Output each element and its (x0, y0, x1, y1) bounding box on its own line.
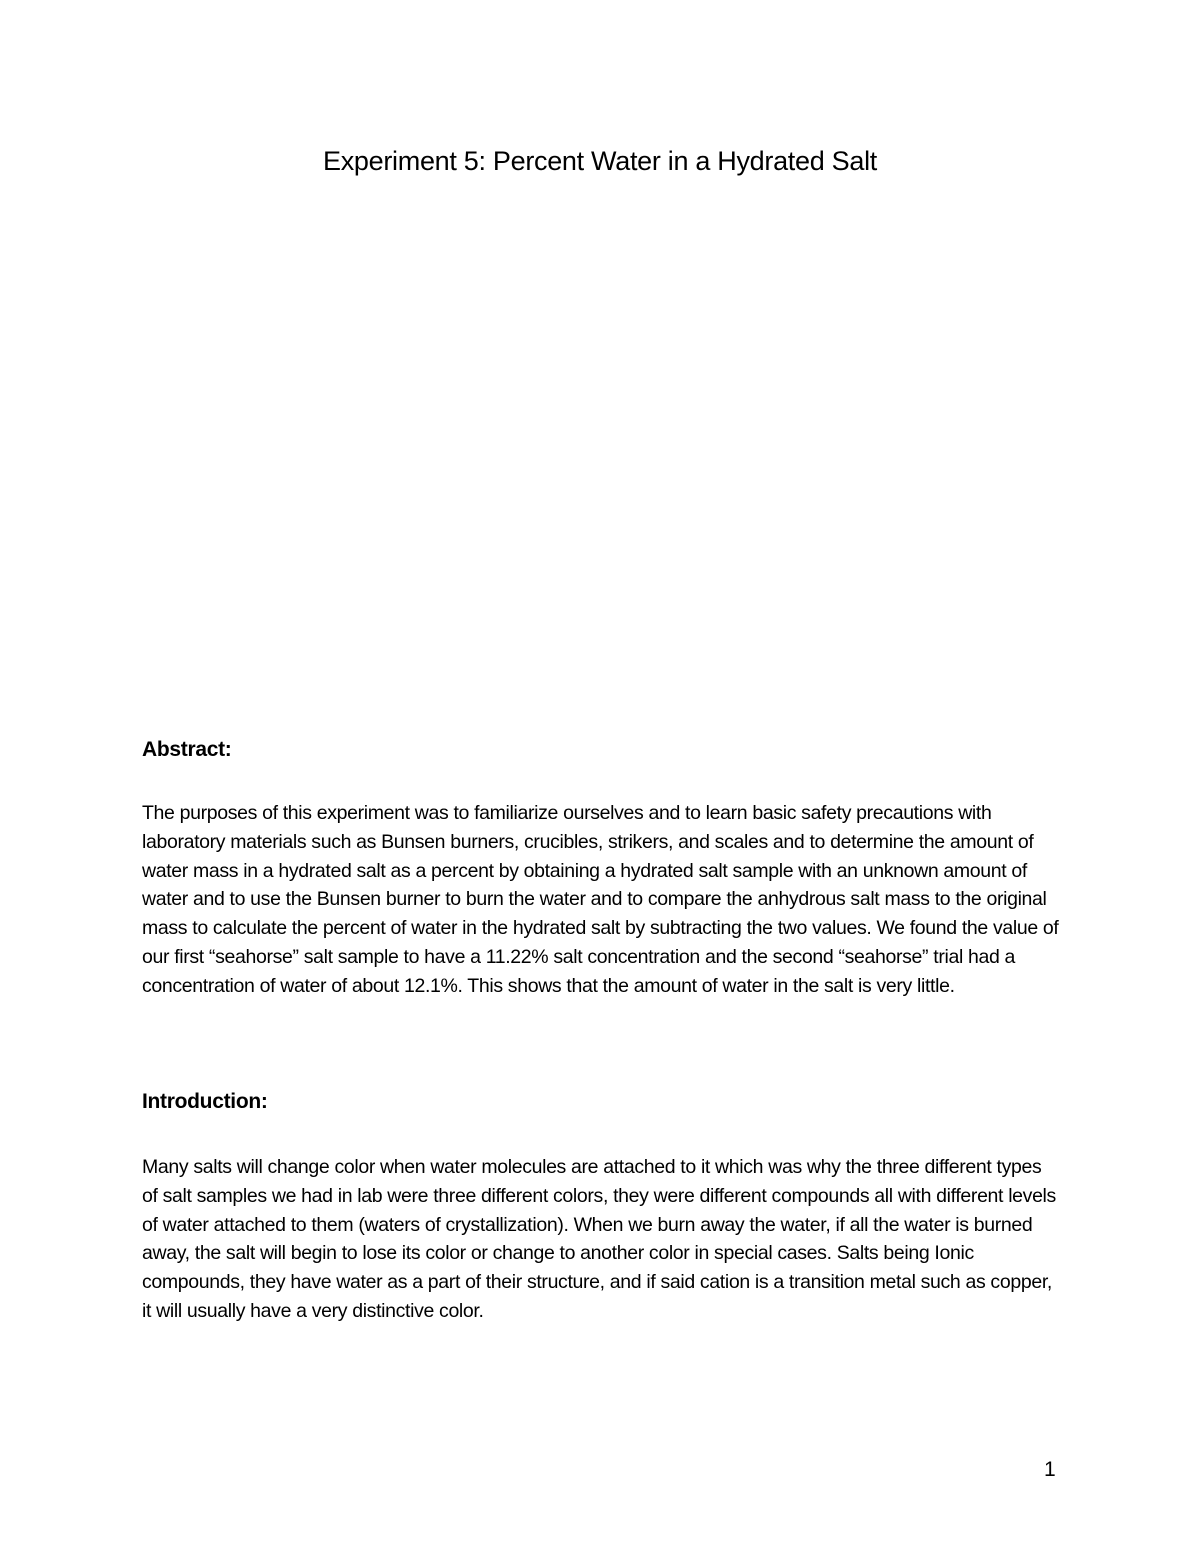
page-number: 1 (1044, 1458, 1056, 1481)
introduction-paragraph: Many salts will change color when water molecules are attached to it which was why the three different types of salt samples we had in lab were three different colors, they were different compounds all with different levels of water attached to them (waters of crystallization). When we burn away the water, if all the water is burned away, the salt will begin to lose its color or change to another color in special cases. Salts being Ionic compounds, they have water as a part of their structure, and if said cation is a transition metal such as copper, it will usually have a very distinctive color. (142, 1156, 1056, 1322)
abstract-heading: Abstract: (142, 738, 232, 761)
introduction-heading: Introduction: (142, 1090, 268, 1113)
document-title: Experiment 5: Percent Water in a Hydrated Salt (323, 146, 877, 176)
abstract-paragraph: The purposes of this experiment was to familiarize ourselves and to learn basic safety precautions with laboratory materials such as Bunsen burners, crucibles, strikers, and scales and to determine the amount of water mass in a hydrated salt as a percent by obtaining a hydrated salt sample with an unknown amount of water and to use the Bunsen burner to burn the water and to compare the anhydrous salt mass to the original mass to calculate the percent of water in the hydrated salt by subtracting the two values. We found the value of our first “seahorse” salt sample to have a 11.22% salt concentration and the second “seahorse” trial had a concentration of water of about 12.1%. This shows that the amount of water in the salt is very little. (142, 802, 1059, 997)
